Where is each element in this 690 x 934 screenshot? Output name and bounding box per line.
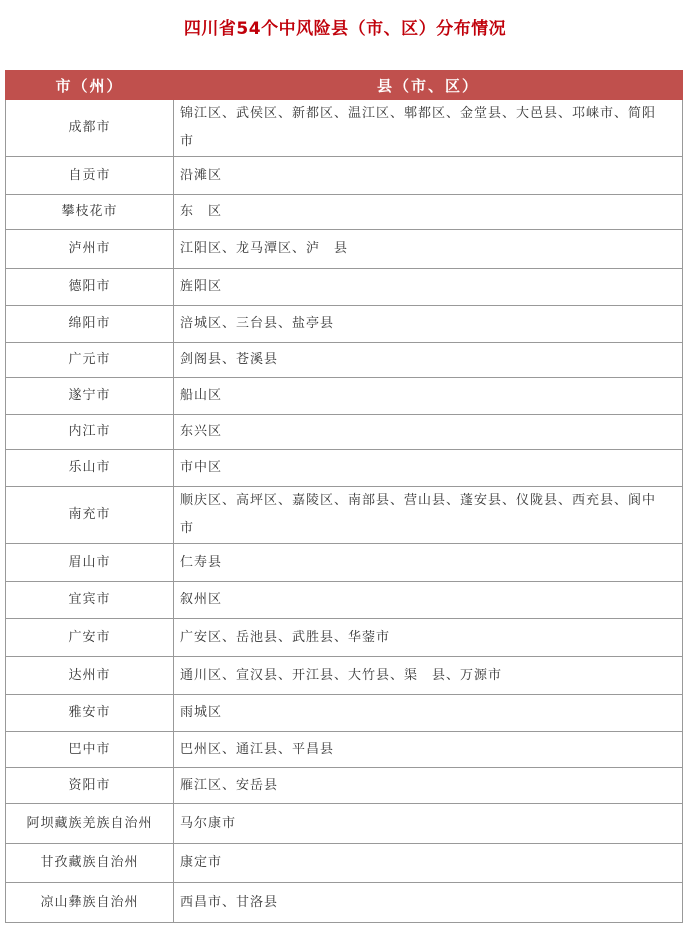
counties-cell: 马尔康市 bbox=[174, 804, 683, 844]
city-cell: 攀枝花市 bbox=[6, 195, 174, 230]
city-cell: 眉山市 bbox=[6, 544, 174, 582]
city-cell: 凉山彝族自治州 bbox=[6, 883, 174, 923]
city-cell: 遂宁市 bbox=[6, 378, 174, 415]
table-row bbox=[6, 378, 683, 415]
counties-cell: 雨城区 bbox=[174, 695, 683, 732]
counties-cell: 仁寿县 bbox=[174, 544, 683, 582]
city-cell: 成都市 bbox=[6, 100, 174, 157]
city-cell: 雅安市 bbox=[6, 695, 174, 732]
counties-cell: 市中区 bbox=[174, 450, 683, 487]
table-row bbox=[6, 230, 683, 269]
table-row bbox=[6, 487, 683, 544]
city-cell: 乐山市 bbox=[6, 450, 174, 487]
counties-cell: 叙州区 bbox=[174, 582, 683, 619]
city-cell: 巴中市 bbox=[6, 732, 174, 768]
table-row bbox=[6, 343, 683, 378]
table-row bbox=[6, 768, 683, 804]
city-cell: 甘孜藏族自治州 bbox=[6, 844, 174, 883]
table-row bbox=[6, 657, 683, 695]
counties-cell: 涪城区、三台县、盐亭县 bbox=[174, 306, 683, 343]
page-title: 四川省54个中风险县（市、区）分布情况 bbox=[183, 19, 507, 39]
counties-cell: 顺庆区、高坪区、嘉陵区、南部县、营山县、蓬安县、仪陇县、西充县、阆中市 bbox=[174, 487, 683, 544]
counties-cell: 旌阳区 bbox=[174, 269, 683, 306]
table-row bbox=[6, 269, 683, 306]
table-row bbox=[6, 695, 683, 732]
counties-cell: 江阳区、龙马潭区、泸 县 bbox=[174, 230, 683, 269]
table-header-row bbox=[6, 71, 683, 100]
counties-cell: 锦江区、武侯区、新都区、温江区、郫都区、金堂县、大邑县、邛崃市、简阳市 bbox=[174, 100, 683, 157]
risk-area-table bbox=[5, 70, 683, 923]
counties-cell: 康定市 bbox=[174, 844, 683, 883]
counties-cell: 西昌市、甘洛县 bbox=[174, 883, 683, 923]
counties-cell: 东兴区 bbox=[174, 415, 683, 450]
counties-cell: 船山区 bbox=[174, 378, 683, 415]
table-row bbox=[6, 804, 683, 844]
header-county: 县（市、区） bbox=[174, 71, 683, 100]
counties-cell: 巴州区、通江县、平昌县 bbox=[174, 732, 683, 768]
city-cell: 资阳市 bbox=[6, 768, 174, 804]
city-cell: 广安市 bbox=[6, 619, 174, 657]
city-cell: 南充市 bbox=[6, 487, 174, 544]
counties-cell: 东 区 bbox=[174, 195, 683, 230]
header-city: 市（州） bbox=[6, 71, 174, 100]
counties-cell: 剑阁县、苍溪县 bbox=[174, 343, 683, 378]
table-row bbox=[6, 157, 683, 195]
table-row bbox=[6, 844, 683, 883]
city-cell: 内江市 bbox=[6, 415, 174, 450]
city-cell: 宜宾市 bbox=[6, 582, 174, 619]
city-cell: 广元市 bbox=[6, 343, 174, 378]
city-cell: 自贡市 bbox=[6, 157, 174, 195]
city-cell: 德阳市 bbox=[6, 269, 174, 306]
table-row bbox=[6, 195, 683, 230]
city-cell: 阿坝藏族羌族自治州 bbox=[6, 804, 174, 844]
counties-cell: 通川区、宣汉县、开江县、大竹县、渠 县、万源市 bbox=[174, 657, 683, 695]
table-row bbox=[6, 544, 683, 582]
table-row bbox=[6, 883, 683, 923]
table-row bbox=[6, 619, 683, 657]
table-row bbox=[6, 100, 683, 157]
table-row bbox=[6, 450, 683, 487]
counties-cell: 广安区、岳池县、武胜县、华蓥市 bbox=[174, 619, 683, 657]
city-cell: 绵阳市 bbox=[6, 306, 174, 343]
counties-cell: 雁江区、安岳县 bbox=[174, 768, 683, 804]
table-row bbox=[6, 582, 683, 619]
table-row bbox=[6, 415, 683, 450]
table-row bbox=[6, 306, 683, 343]
counties-cell: 沿滩区 bbox=[174, 157, 683, 195]
table-row bbox=[6, 732, 683, 768]
city-cell: 达州市 bbox=[6, 657, 174, 695]
city-cell: 泸州市 bbox=[6, 230, 174, 269]
